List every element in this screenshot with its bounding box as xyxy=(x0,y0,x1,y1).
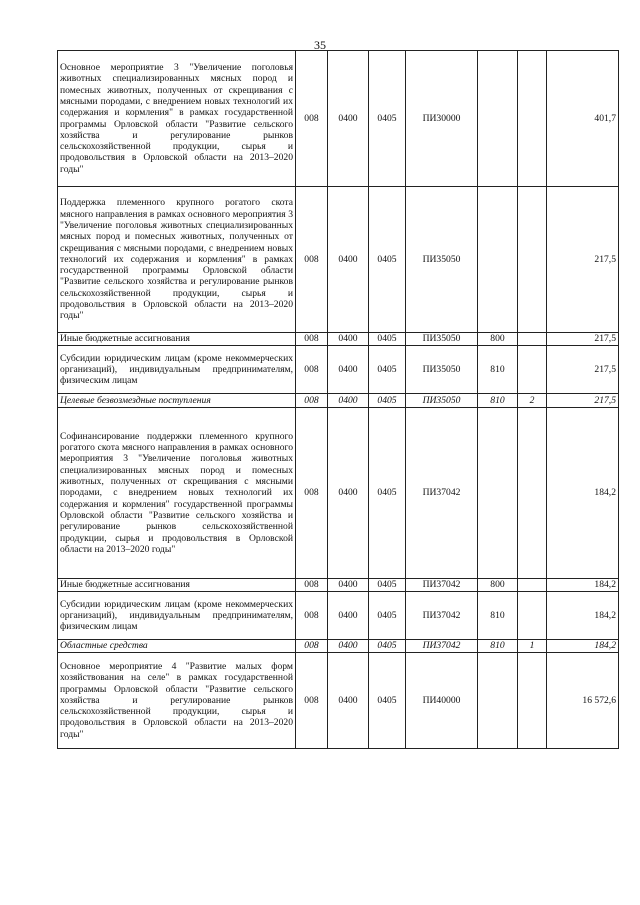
amount: 217,5 xyxy=(547,333,619,346)
row-description: Субсидии юридическим лицам (кроме некоммерческих организаций), индивидуальным предпринимателям, физическим лицам xyxy=(58,346,296,394)
expense-type-code xyxy=(478,653,518,749)
target-article-code: ПИ30000 xyxy=(406,51,478,187)
ministry-code: 008 xyxy=(296,640,328,653)
target-article-code: ПИ37042 xyxy=(406,640,478,653)
subsection-code: 0405 xyxy=(369,640,406,653)
target-article-code: ПИ37042 xyxy=(406,592,478,640)
expense-type-code xyxy=(478,408,518,579)
ministry-code: 008 xyxy=(296,394,328,408)
table-row xyxy=(58,346,619,394)
ministry-code: 008 xyxy=(296,333,328,346)
row-description: Поддержка племенного крупного рогатого скота мясного направления в рамках основного мероприятия 3 "Увеличение поголовья животных специализированных мясных пород и помесных животных, полученных от скрещивания с мясными породами, с внедрением новых технологий их содержания и кормления" в рамках государственной программы Орловской области "Развитие сельского хозяйства и регулирование рынков сельскохозяйственной продукции, сырья и продовольствия в Орловской области на 2013–2020 годы" xyxy=(58,187,296,333)
section-code: 0400 xyxy=(328,408,369,579)
row-description: Целевые безвозмездные поступления xyxy=(58,394,296,408)
target-article-code: ПИ35050 xyxy=(406,394,478,408)
funding-source-code xyxy=(518,51,547,187)
target-article-code: ПИ35050 xyxy=(406,333,478,346)
section-code: 0400 xyxy=(328,579,369,592)
amount: 16 572,6 xyxy=(547,653,619,749)
table-row xyxy=(58,579,619,592)
budget-table xyxy=(57,50,619,749)
section-code: 0400 xyxy=(328,592,369,640)
table-row xyxy=(58,408,619,579)
subsection-code: 0405 xyxy=(369,187,406,333)
target-article-code: ПИ35050 xyxy=(406,346,478,394)
table-row xyxy=(58,51,619,187)
expense-type-code: 810 xyxy=(478,592,518,640)
subsection-code: 0405 xyxy=(369,51,406,187)
ministry-code: 008 xyxy=(296,653,328,749)
expense-type-code: 800 xyxy=(478,333,518,346)
amount: 217,5 xyxy=(547,394,619,408)
ministry-code: 008 xyxy=(296,346,328,394)
subsection-code: 0405 xyxy=(369,579,406,592)
expense-type-code: 810 xyxy=(478,640,518,653)
section-code: 0400 xyxy=(328,640,369,653)
amount: 184,2 xyxy=(547,408,619,579)
amount: 184,2 xyxy=(547,592,619,640)
subsection-code: 0405 xyxy=(369,408,406,579)
section-code: 0400 xyxy=(328,333,369,346)
amount: 217,5 xyxy=(547,187,619,333)
ministry-code: 008 xyxy=(296,579,328,592)
funding-source-code xyxy=(518,408,547,579)
table-row xyxy=(58,333,619,346)
section-code: 0400 xyxy=(328,653,369,749)
amount: 217,5 xyxy=(547,346,619,394)
table-row xyxy=(58,592,619,640)
ministry-code: 008 xyxy=(296,592,328,640)
subsection-code: 0405 xyxy=(369,592,406,640)
target-article-code: ПИ37042 xyxy=(406,579,478,592)
table-row xyxy=(58,640,619,653)
expense-type-code xyxy=(478,51,518,187)
table-row xyxy=(58,394,619,408)
expense-type-code: 810 xyxy=(478,346,518,394)
section-code: 0400 xyxy=(328,346,369,394)
row-description: Областные средства xyxy=(58,640,296,653)
funding-source-code xyxy=(518,579,547,592)
funding-source-code xyxy=(518,346,547,394)
amount: 184,2 xyxy=(547,640,619,653)
row-description: Иные бюджетные ассигнования xyxy=(58,579,296,592)
subsection-code: 0405 xyxy=(369,333,406,346)
page-number: 35 xyxy=(314,38,326,52)
row-description: Основное мероприятие 4 "Развитие малых форм хозяйствования на селе" в рамках государственной программы Орловской области "Развитие сельского хозяйства и регулирование рынков сельскохозяйственной продукции, сырья и продовольствия в Орловской области на 2013–2020 годы" xyxy=(58,653,296,749)
ministry-code: 008 xyxy=(296,187,328,333)
section-code: 0400 xyxy=(328,187,369,333)
row-description: Основное мероприятие 3 "Увеличение поголовья животных специализированных мясных пород и помесных животных, полученных от скрещивания с мясными породами, с внедрением новых технологий их содержания и кормления" в рамках государственной программы Орловской области "Развитие сельского хозяйства и регулирование рынков сельскохозяйственной продукции, сырья и продовольствия в Орловской области на 2013–2020 годы" xyxy=(58,51,296,187)
table-row xyxy=(58,653,619,749)
section-code: 0400 xyxy=(328,394,369,408)
row-description: Софинансирование поддержки племенного крупного рогатого скота мясного направления в рамках основного мероприятия 3 "Увеличение поголовья животных специализированных мясных пород и помесных животных, полученных от скрещивания с мясными породами, с внедрением новых технологий их содержания и кормления" государственной программы Орловской области "Развитие сельского хозяйства и регулирование рынков сельскохозяйственной продукции, сырья и продовольствия в Орловской области на 2013–2020 годы" xyxy=(58,408,296,579)
subsection-code: 0405 xyxy=(369,346,406,394)
section-code: 0400 xyxy=(328,51,369,187)
funding-source-code xyxy=(518,592,547,640)
subsection-code: 0405 xyxy=(369,653,406,749)
ministry-code: 008 xyxy=(296,51,328,187)
target-article-code: ПИ40000 xyxy=(406,653,478,749)
funding-source-code: 2 xyxy=(518,394,547,408)
amount: 184,2 xyxy=(547,579,619,592)
expense-type-code: 800 xyxy=(478,579,518,592)
expense-type-code: 810 xyxy=(478,394,518,408)
row-description: Иные бюджетные ассигнования xyxy=(58,333,296,346)
target-article-code: ПИ37042 xyxy=(406,408,478,579)
funding-source-code xyxy=(518,653,547,749)
subsection-code: 0405 xyxy=(369,394,406,408)
ministry-code: 008 xyxy=(296,408,328,579)
funding-source-code xyxy=(518,187,547,333)
row-description: Субсидии юридическим лицам (кроме некоммерческих организаций), индивидуальным предпринимателям, физическим лицам xyxy=(58,592,296,640)
funding-source-code: 1 xyxy=(518,640,547,653)
amount: 401,7 xyxy=(547,51,619,187)
table-row xyxy=(58,187,619,333)
target-article-code: ПИ35050 xyxy=(406,187,478,333)
expense-type-code xyxy=(478,187,518,333)
funding-source-code xyxy=(518,333,547,346)
